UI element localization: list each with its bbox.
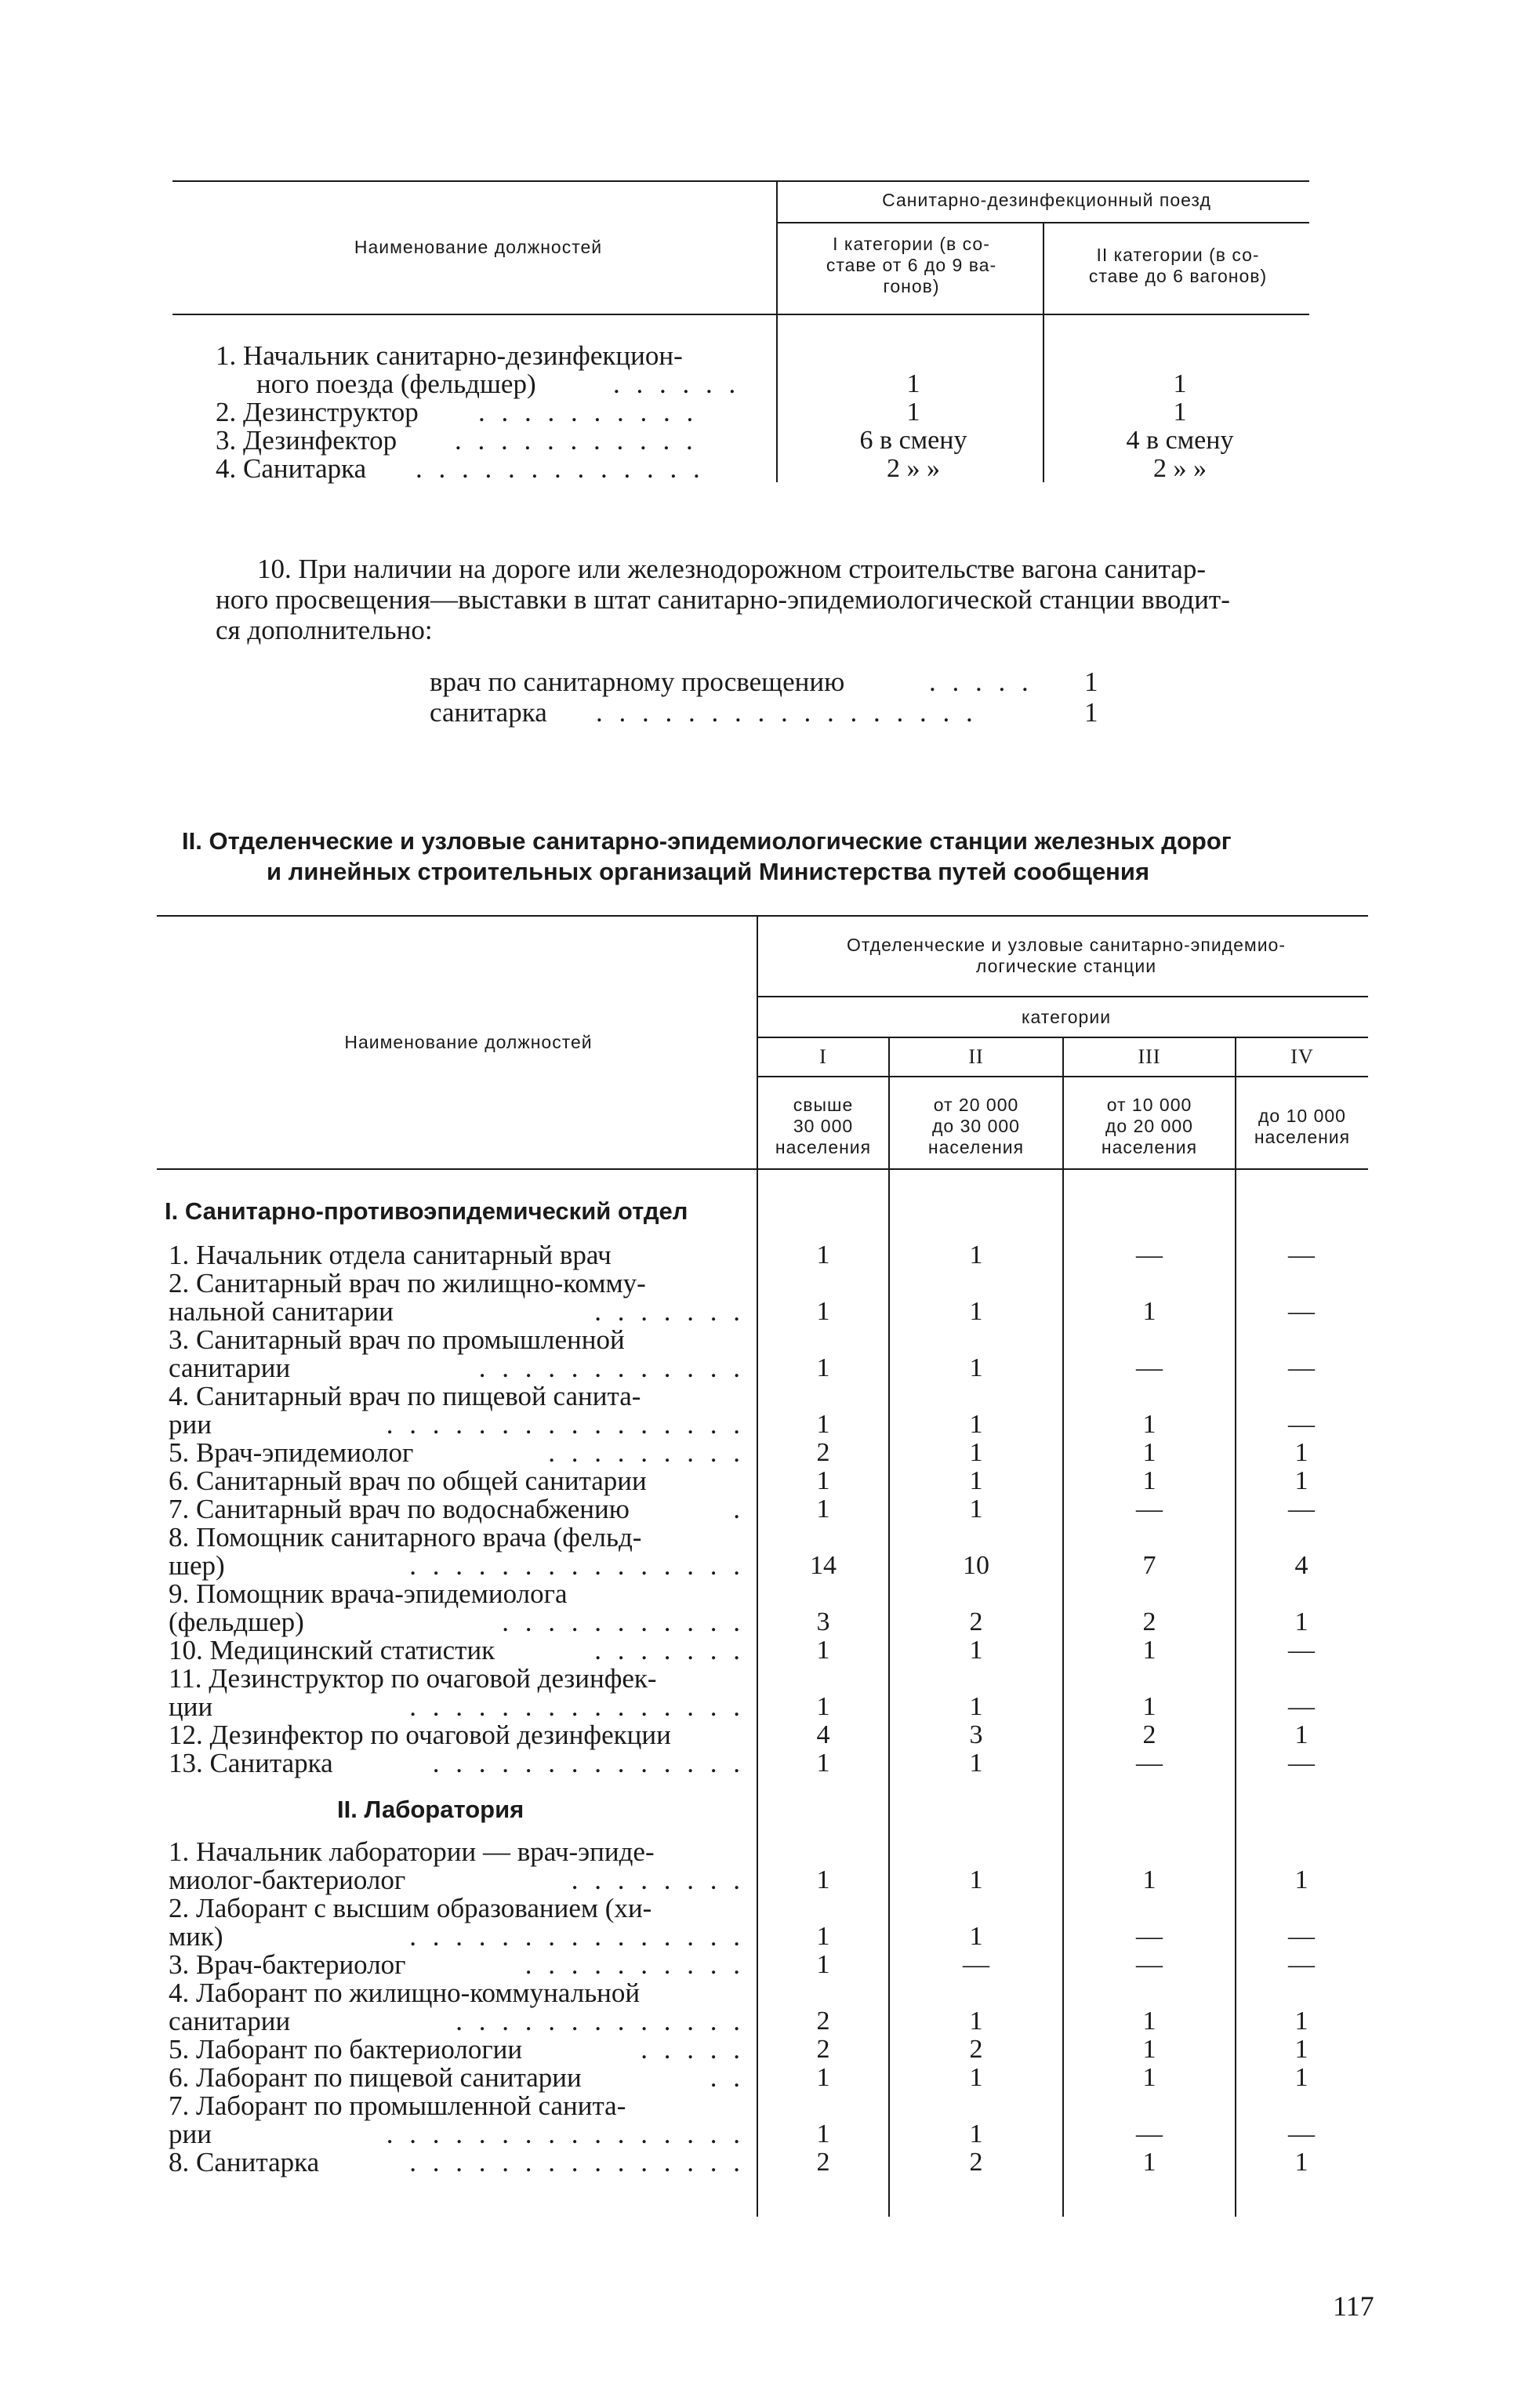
table2-cell: —	[1136, 1240, 1163, 1269]
table2-row-label: 12. Дезинфектор по очаговой дезинфекции	[169, 1720, 671, 1750]
table1-cell: 1	[1173, 398, 1187, 427]
table2-cell: 1	[1294, 2035, 1308, 2064]
table2-cell: 2	[1142, 1607, 1156, 1636]
table2-cell: 1	[969, 1749, 983, 1778]
table2-row-label: 1. Начальник отдела санитарный врач	[169, 1240, 612, 1270]
table1-row-4: 4. Санитарка	[216, 453, 367, 484]
paragraph-line: 10. При наличии на дороге или железнодорожном строительстве вагона санитар-	[257, 554, 1206, 584]
table2-row-label: 4. Санитарный врач по пищевой санита- рии	[169, 1381, 641, 1440]
table2-cell: 4	[1294, 1551, 1308, 1580]
table2-header-rule	[157, 1168, 1368, 1170]
table2-cell: 1	[816, 1495, 830, 1524]
table2-row-label: 11. Дезинструктор по очаговой дезинфек- ции	[169, 1663, 657, 1722]
leader-dots: . .	[710, 2062, 745, 2093]
table1-cell: 2 » »	[1153, 454, 1207, 483]
table2-row-label: 9. Помощник врача-эпидемиолога (фельдшер)	[169, 1578, 568, 1637]
table2-cell: 1	[969, 1438, 983, 1467]
table2-cell: 1	[816, 1297, 830, 1326]
table2-cell: 7	[1142, 1551, 1156, 1580]
paragraph-line: ся дополнительно:	[216, 615, 433, 645]
table2-cell: 1	[969, 2119, 983, 2148]
table2-row-label: 5. Врач-эпидемиолог	[169, 1437, 414, 1468]
table2-cell: 1	[816, 1692, 830, 1721]
table2-cell: —	[1288, 1353, 1315, 1382]
table2-cell: 1	[1142, 1865, 1156, 1894]
table2-cell: 1	[816, 1466, 830, 1495]
table2-cell: —	[1288, 2119, 1315, 2148]
table1-cell: 1	[1173, 369, 1187, 398]
leader-dots: . . . . . . .	[594, 1296, 745, 1327]
table2-cell: 2	[816, 2148, 830, 2177]
table2-top-rule	[157, 915, 1368, 917]
table2-cell: 1	[816, 1240, 830, 1269]
table2-cell: 1	[1142, 1410, 1156, 1439]
table2-row-label: 3. Врач-бактериолог	[169, 1949, 406, 1980]
table2-cell: —	[1288, 1922, 1315, 1951]
table2-row-label: 4. Лаборант по жилищно-коммунальной санитарии	[169, 1978, 641, 2036]
leader-dots: . . . . . . . . . . . . . . . .	[386, 1409, 745, 1440]
table2-cat-desc-I: свыше 30 000 населения	[775, 1095, 872, 1157]
table1-cell: 4 в смену	[1126, 426, 1234, 455]
table2-cat-III: III	[1138, 1045, 1161, 1068]
table2-cell: 1	[816, 1353, 830, 1382]
table2-cell: 1	[816, 1410, 830, 1439]
table2-cell: 1	[1142, 1466, 1156, 1495]
table2-cell: —	[1288, 1240, 1315, 1269]
table1-cell: 1	[906, 398, 920, 427]
table1-col-cat2: II категории (в со- ставе до 6 вагонов)	[1088, 245, 1268, 286]
leader-dots: . . . . . . . . . . .	[502, 1607, 745, 1637]
table2-cell: 2	[816, 2035, 830, 2064]
table2-row-label: 5. Лаборант по бактериологии	[169, 2034, 523, 2065]
leader-dots: . . . . . . . . .	[548, 1437, 745, 1468]
table2-cell: —	[1136, 1353, 1163, 1382]
leader-dots: . . . . . . . . . .	[478, 397, 699, 427]
table2-cell: 3	[816, 1607, 830, 1636]
table2-cell: 2	[1142, 1720, 1156, 1749]
table1-cell: 1	[906, 369, 920, 398]
table2-cell: 1	[969, 2063, 983, 2092]
table2-cell: —	[1136, 1950, 1163, 1979]
table2-row-label: 7. Лаборант по промышленной санита- рии	[169, 2090, 626, 2149]
table2-col-divider	[1235, 1037, 1236, 2217]
table2-cell: 1	[1142, 1692, 1156, 1721]
leader-dots: . . . . . . . . . . . . . . .	[409, 1691, 745, 1722]
leader-dots: . . . . . . .	[594, 1635, 745, 1665]
table2-col-divider	[1062, 1037, 1064, 2217]
table2-cell: 1	[1294, 1607, 1308, 1636]
table2-cell: 1	[816, 1922, 830, 1951]
table1-group-header: Санитарно-дезинфекционный поезд	[882, 190, 1211, 210]
leader-dots: . . . . . . . . . . . . . . . .	[386, 2119, 745, 2149]
table2-cell: 1	[969, 1636, 983, 1665]
table2-cell: —	[1288, 1950, 1315, 1979]
table2-cell: —	[1288, 1495, 1315, 1524]
leader-dots: . . . . . . . . . . . . . . .	[409, 1921, 745, 1952]
table2-row-label: 6. Лаборант по пищевой санитарии	[169, 2062, 582, 2093]
leader-dots: . . . . . . . . . .	[524, 1949, 745, 1980]
table2-cell: —	[1288, 1297, 1315, 1326]
table2-row-label: 10. Медицинский статистик	[169, 1635, 495, 1665]
table2-col-position: Наименование должностей	[344, 1032, 593, 1052]
table2-cell: —	[1136, 1922, 1163, 1951]
leader-dots: . . . . . . . . . . . . . . . . .	[596, 697, 978, 728]
table2-cell: 1	[969, 1240, 983, 1269]
table2-cell: —	[1288, 1410, 1315, 1439]
table2-cell: 14	[810, 1551, 837, 1580]
table2-cell: 1	[969, 1410, 983, 1439]
subsection-laboratory: II. Лаборатория	[337, 1796, 524, 1823]
leader-dots: . . . . . . . . . . .	[455, 425, 698, 456]
table1-col-divider	[1043, 223, 1044, 482]
table1-top-rule	[172, 180, 1309, 182]
section-title-line1: II. Отделенческие и узловые санитарно-эпидемиологические станции железных дорог	[182, 827, 1232, 855]
table2-cell: 1	[1294, 1720, 1308, 1749]
staff-item-value: 1	[1084, 666, 1098, 697]
table2-cell: 1	[816, 2063, 830, 2092]
leader-dots: . . . . .	[641, 2034, 745, 2065]
table2-cell: —	[1136, 1749, 1163, 1778]
staff-item-value: 1	[1084, 697, 1098, 728]
table2-cell: 1	[969, 1865, 983, 1894]
table2-col-divider	[888, 1037, 890, 2217]
table2-cell: 1	[1294, 2007, 1308, 2036]
table1-divider	[776, 180, 778, 482]
leader-dots: . . . . . . . . . . . . . . .	[409, 1550, 745, 1581]
table2-group-header: Отделенческие и узловые санитарно-эпидемио- логические станции	[846, 935, 1287, 976]
table2-cell: 2	[969, 1607, 983, 1636]
table2-cell: 1	[1142, 2035, 1156, 2064]
table2-row-label: 3. Санитарный врач по промышленной санитарии	[169, 1324, 625, 1383]
table2-cell: —	[1288, 1749, 1315, 1778]
table2-cell: 1	[969, 1297, 983, 1326]
table2-cell: 1	[1294, 1865, 1308, 1894]
table2-cell: 1	[1142, 2148, 1156, 2177]
staff-item-label: врач по санитарному просвещению	[430, 666, 845, 697]
subsection-sanitary: I. Санитарно-противоэпидемический отдел	[165, 1197, 688, 1225]
table2-cell: 1	[1142, 1438, 1156, 1467]
table2-cell: 1	[816, 1865, 830, 1894]
leader-dots: . . . . . . . . . . . . . . .	[409, 2147, 745, 2177]
table1-row-1: 1. Начальник санитарно-дезинфекцион- ного поезда (фельдшер)	[216, 340, 683, 399]
table2-cell: 1	[816, 1950, 830, 1979]
table2-cell: —	[1288, 1692, 1315, 1721]
table2-row-label: 7. Санитарный врач по водоснабжению	[169, 1494, 630, 1524]
table2-cell: 2	[969, 2148, 983, 2177]
table2-cell: 2	[816, 2007, 830, 2036]
table2-cat-II: II	[968, 1045, 984, 1068]
table2-cell: 1	[1294, 2148, 1308, 2177]
table2-cell: 1	[1294, 1466, 1308, 1495]
table2-numeral-rule	[757, 1076, 1368, 1077]
table2-cell: 4	[816, 1720, 830, 1749]
table2-row-label: 13. Санитарка	[169, 1748, 333, 1778]
table2-cat-I: I	[819, 1045, 827, 1068]
table2-cell: 3	[969, 1720, 983, 1749]
leader-dots: .	[733, 1494, 745, 1524]
table2-row-label: 8. Помощник санитарного врача (фельд- шер)	[169, 1522, 642, 1581]
table2-cell: 1	[969, 1922, 983, 1951]
leader-dots: . . . . .	[929, 666, 1033, 697]
table1-row-2: 2. Дезинструктор	[216, 397, 419, 427]
table2-cell: 10	[963, 1551, 989, 1580]
leader-dots: . . . . . . . . . . . . . .	[432, 1748, 745, 1778]
leader-dots: . . . . . . . . . . . . .	[455, 2006, 745, 2036]
table2-cell: 1	[969, 1495, 983, 1524]
table2-cell: 1	[969, 1353, 983, 1382]
section-title-line2: и линейных строительных организаций Министерства путей сообщения	[267, 858, 1150, 885]
leader-dots: . . . . . . . .	[571, 1865, 745, 1895]
table2-cat-IV: IV	[1290, 1045, 1314, 1068]
table2-row-label: 2. Санитарный врач по жилищно-комму- нальной санитарии	[169, 1268, 646, 1327]
table2-cell: 1	[969, 2007, 983, 2036]
table2-cell: 1	[1142, 2007, 1156, 2036]
table2-group-rule	[757, 996, 1368, 997]
leader-dots: . . . . . . . . . . . . .	[416, 453, 705, 484]
table2-cell: 2	[816, 1438, 830, 1467]
table2-row-label: 1. Начальник лаборатории — врач-эпиде- миолог-бактериолог	[169, 1836, 655, 1895]
table2-cell: 1	[1294, 1438, 1308, 1467]
table2-cell: 2	[969, 2035, 983, 2064]
table2-cell: 1	[816, 1749, 830, 1778]
table2-cat-desc-III: от 10 000 до 20 000 населения	[1101, 1095, 1198, 1157]
table2-cell: 1	[969, 1692, 983, 1721]
table2-cell: 1	[816, 2119, 830, 2148]
leader-dots: . . . . . . . . . . . .	[478, 1353, 745, 1383]
table1-cell: 6 в смену	[859, 426, 967, 455]
table2-row-label: 8. Санитарка	[169, 2147, 320, 2177]
table1-cell: 2 » »	[887, 454, 940, 483]
table2-cell: 1	[1294, 2063, 1308, 2092]
table2-row-label: 6. Санитарный врач по общей санитарии	[169, 1466, 647, 1496]
table2-cell: 1	[1142, 1297, 1156, 1326]
table1-row-3: 3. Дезинфектор	[216, 425, 397, 456]
table1-header-rule	[172, 314, 1309, 315]
staff-item-label: санитарка	[430, 697, 547, 728]
table2-cell: 1	[969, 1466, 983, 1495]
page-number: 117	[1333, 2290, 1374, 2322]
table2-cat-desc-IV: до 10 000 населения	[1254, 1106, 1351, 1147]
table2-categories-label: категории	[1021, 1007, 1112, 1027]
table2-cell: 1	[816, 1636, 830, 1665]
table1-col-cat1: I категории (в со- ставе от 6 до 9 ва- гонов)	[826, 234, 997, 296]
table2-cell: —	[1136, 1495, 1163, 1524]
table2-cell: 1	[1142, 1636, 1156, 1665]
paragraph-line: ного просвещения—выставки в штат санитарно-эпидемиологической станции вводит-	[216, 584, 1230, 615]
table2-row-label: 2. Лаборант с высшим образованием (хи- мик)	[169, 1893, 652, 1952]
table2-cat-desc-II: от 20 000 до 30 000 населения	[927, 1095, 1025, 1157]
table2-cell: —	[963, 1950, 989, 1979]
table2-cell: 1	[1142, 2063, 1156, 2092]
table2-cell: —	[1136, 2119, 1163, 2148]
table1-col-position: Наименование должностей	[354, 237, 603, 257]
table2-cell: —	[1288, 1636, 1315, 1665]
leader-dots: . . . . . .	[613, 369, 741, 399]
